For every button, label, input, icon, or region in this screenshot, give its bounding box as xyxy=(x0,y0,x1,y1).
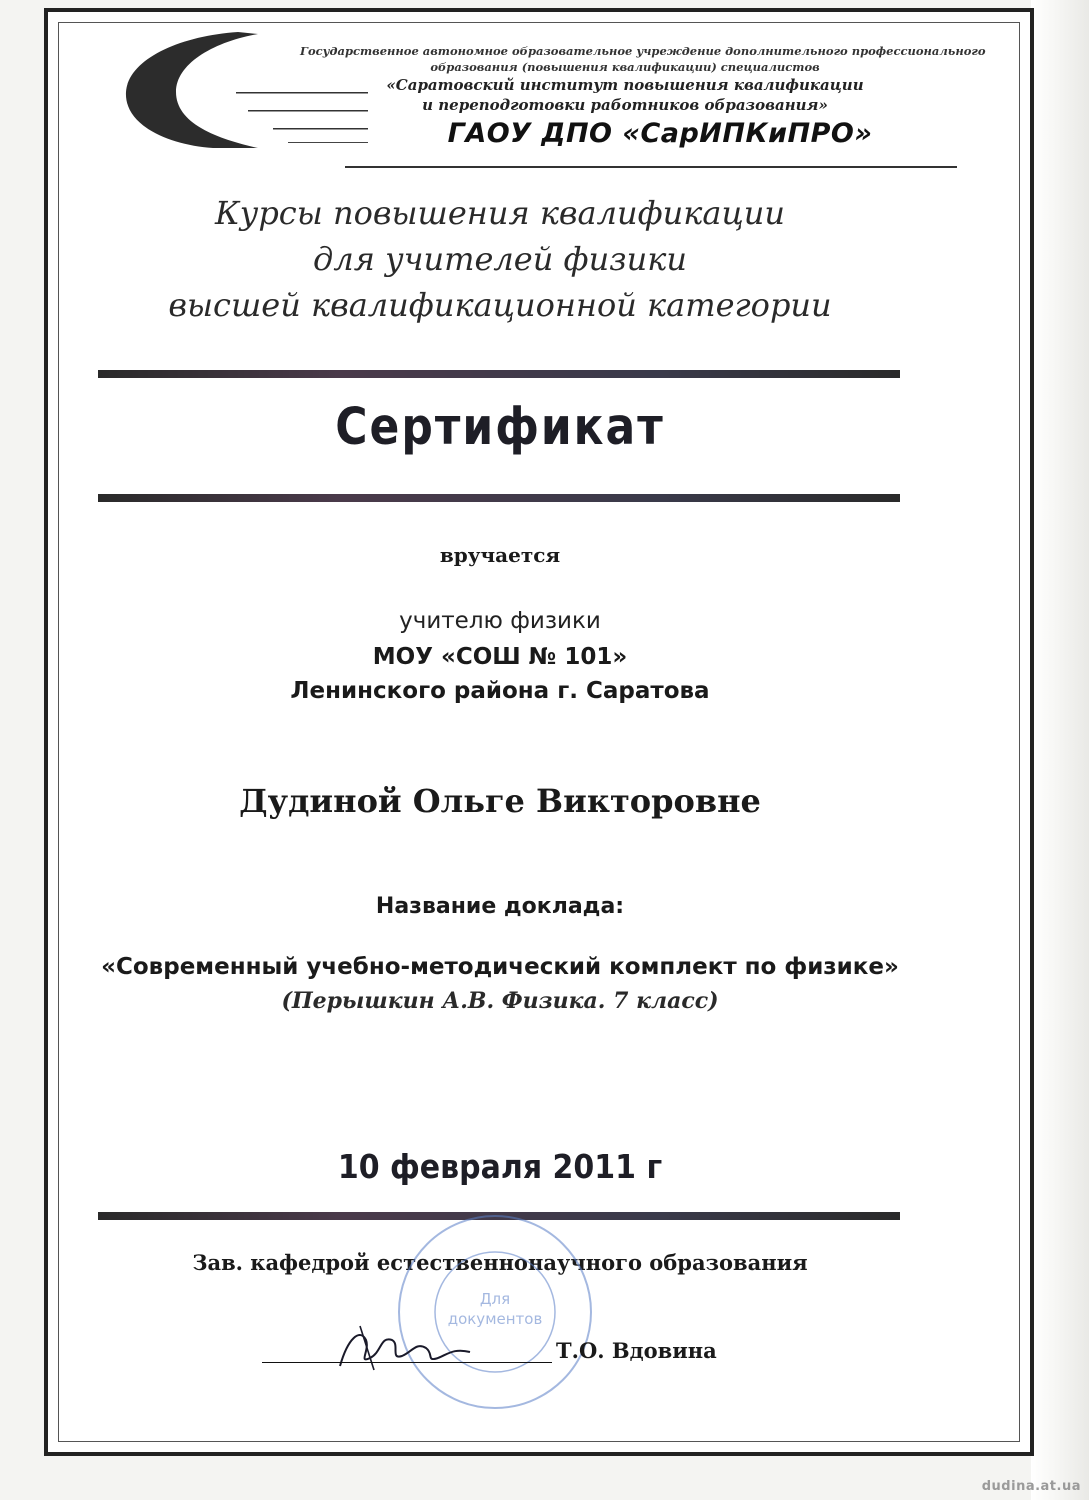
signature-icon xyxy=(330,1318,480,1378)
divider-bar-title xyxy=(98,494,900,502)
report-label: Название доклада: xyxy=(375,894,625,919)
course-line-3: высшей квалификационной категории xyxy=(168,286,832,324)
stamp-text-line-2: документов xyxy=(447,1310,543,1328)
school-name: МОУ «СОШ № 101» xyxy=(372,644,628,670)
certificate-title: Сертификат xyxy=(335,398,665,457)
header-line-4: и переподготовки работников образования» xyxy=(422,96,828,114)
org-short-name: ГАОУ ДПО «СарИПКиПРО» xyxy=(447,118,873,149)
watermark: dudina.at.ua xyxy=(981,1479,1081,1494)
header-rule xyxy=(345,166,957,168)
certificate-date: 10 февраля 2011 г xyxy=(337,1148,663,1187)
district-name: Ленинского района г. Саратова xyxy=(290,678,710,704)
header-line-3: «Саратовский институт повышения квалификации xyxy=(386,76,864,94)
stamp-icon xyxy=(395,1212,595,1412)
report-title: «Современный учебно-методический комплект по физике» xyxy=(101,954,899,980)
course-line-1: Курсы повышения квалификации xyxy=(214,194,785,232)
department-title: Зав. кафедрой естественнонаучного образования xyxy=(192,1250,808,1275)
recipient-name: Дудиной Ольге Викторовне xyxy=(239,782,761,820)
teacher-role: учителю физики xyxy=(399,608,601,634)
signature-line xyxy=(262,1362,552,1363)
signer-name: Т.О. Вдовина xyxy=(556,1338,717,1363)
header-line-2: образования (повышения квалификации) специалистов xyxy=(430,60,820,74)
report-subtitle: (Перышкин А.В. Физика. 7 класс) xyxy=(281,988,719,1014)
stamp-text-line-1: Для xyxy=(479,1290,511,1308)
awarded-text: вручается xyxy=(439,543,561,567)
divider-bar-top xyxy=(98,370,900,378)
header-line-1: Государственное автономное образовательное учреждение дополнительного профессионального xyxy=(300,44,986,58)
course-line-2: для учителей физики xyxy=(313,240,687,278)
scan-edge xyxy=(1031,0,1089,1500)
